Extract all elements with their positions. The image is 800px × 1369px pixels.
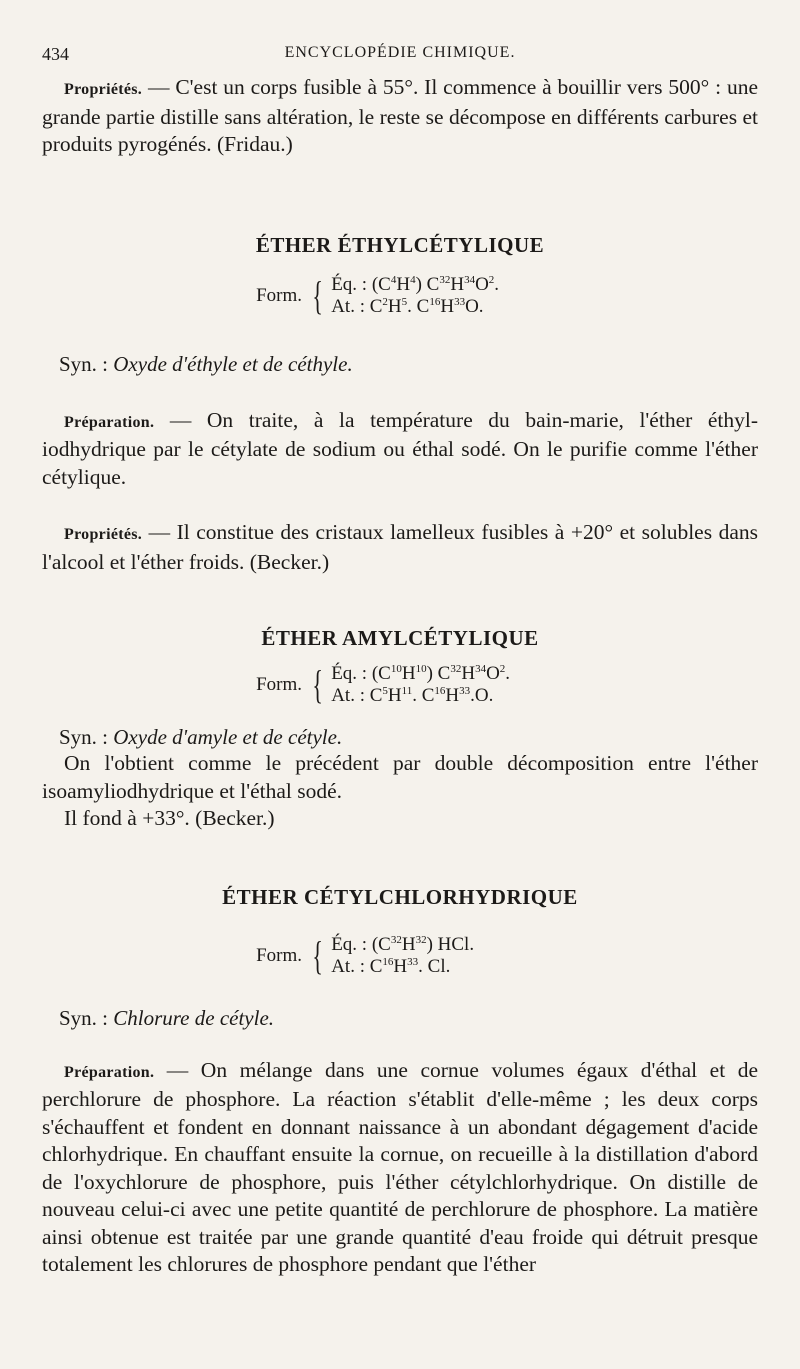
formula-rows [331, 934, 474, 978]
page-body [42, 74, 758, 1279]
formula-label: Form. [256, 284, 302, 306]
paragraph-preparation: Préparation. — On mélange dans une cornue volumes égaux d'éthal et de perchlorure de phosphore. La réaction s'établit d'elle-même ; les deux corps s'échauffent et fondent en donnant naissance à un abondant dégagement d'acide chlorhydrique. En chauffant ensuite la cornue, on recueille à la distillation d'abord de l'oxychlorure de phosphore, puis l'éther cétylchlorhydrique. On distille de nouveau celui-ci avec une petite quantité de perchlorure de phosphore. La matière ainsi obtenue est traitée par une grande quantité d'eau froide qui détruit presque totalement les chlorures de phosphore pendant que l'éther [42, 1057, 758, 1276]
section-heading-cetylchlorhydrique: ÉTHER CÉTYLCHLORHYDRIQUE [222, 884, 578, 909]
section-heading-ethylcetylique: ÉTHER ÉTHYLCÉTYLIQUE [255, 232, 545, 257]
paragraph-lead: Propriétés. [64, 81, 143, 98]
brace-symbol: { [312, 932, 323, 978]
formula-block [222, 934, 758, 978]
formula-label: Form. [256, 674, 302, 695]
formula-rows [331, 274, 499, 318]
paragraph-fusion: Il fond à +33°. (Becker.) [64, 806, 275, 830]
paragraph-obtention: On l'obtient comme le précédent par double décomposition entre l'éther isoamyliodhydrique et l'éthal sodé. [42, 751, 758, 803]
formula-at: At. : $C^2H^5$. $C^{16}H^{33}O$. [331, 295, 484, 317]
paragraph-text: — C'est un corps fusible à 55°. Il commence à bouillir vers 500° : une grande partie distille sans altération, le reste se décompose en différents carbures et produits pyrogénés. (Fridau.) [42, 75, 758, 156]
formula-eq: Éq. : $(C^{32}H^{32})$ HCl. [331, 933, 475, 955]
formula-eq: Éq. : $(C^4H^4)$ $C^{32}H^{34}O^2$. [331, 273, 500, 295]
synonym: Syn. : Oxyde d'amyle et de cétyle. [59, 725, 343, 749]
page-number: 434 [42, 44, 69, 64]
brace-symbol: { [312, 662, 323, 707]
paragraph-proprietes: Propriétés. — Il constitue des cristaux lamelleux fusibles à +20° et solubles dans l'alcool et l'éther froids. (Becker.) [42, 520, 758, 574]
formula-eq: Éq. : $(C^{10}H^{10})$ $C^{32}H^{34}O^2$. [331, 663, 511, 684]
formula-label: Form. [256, 944, 302, 966]
paragraph-preparation: Préparation. — On traite, à la température du bain-marie, l'éther éthyl-iodhydrique par le cétylate de sodium ou éthal sodé. On le purifie comme l'éther cétylique. [42, 407, 758, 489]
section-heading-amylcetylique: ÉTHER AMYLCÉTYLIQUE [261, 626, 539, 650]
brace-symbol: { [312, 272, 323, 318]
formula-at: At. : $C^{16}H^{33}$. Cl. [331, 955, 451, 977]
formula-block [222, 663, 758, 707]
formula-at: At. : $C^5H^{11}$. $C^{16}H^{33}.O$. [331, 685, 494, 706]
page-header [42, 44, 758, 68]
running-head: ENCYCLOPÉDIE CHIMIQUE. [284, 44, 516, 61]
paragraph-proprietes-intro [42, 74, 758, 159]
synonym: Syn. : Oxyde d'éthyle et de céthyle. [59, 351, 353, 376]
synonym: Syn. : Chlorure de cétyle. [59, 1005, 275, 1030]
formula-rows [331, 663, 510, 707]
formula-block [222, 274, 758, 318]
